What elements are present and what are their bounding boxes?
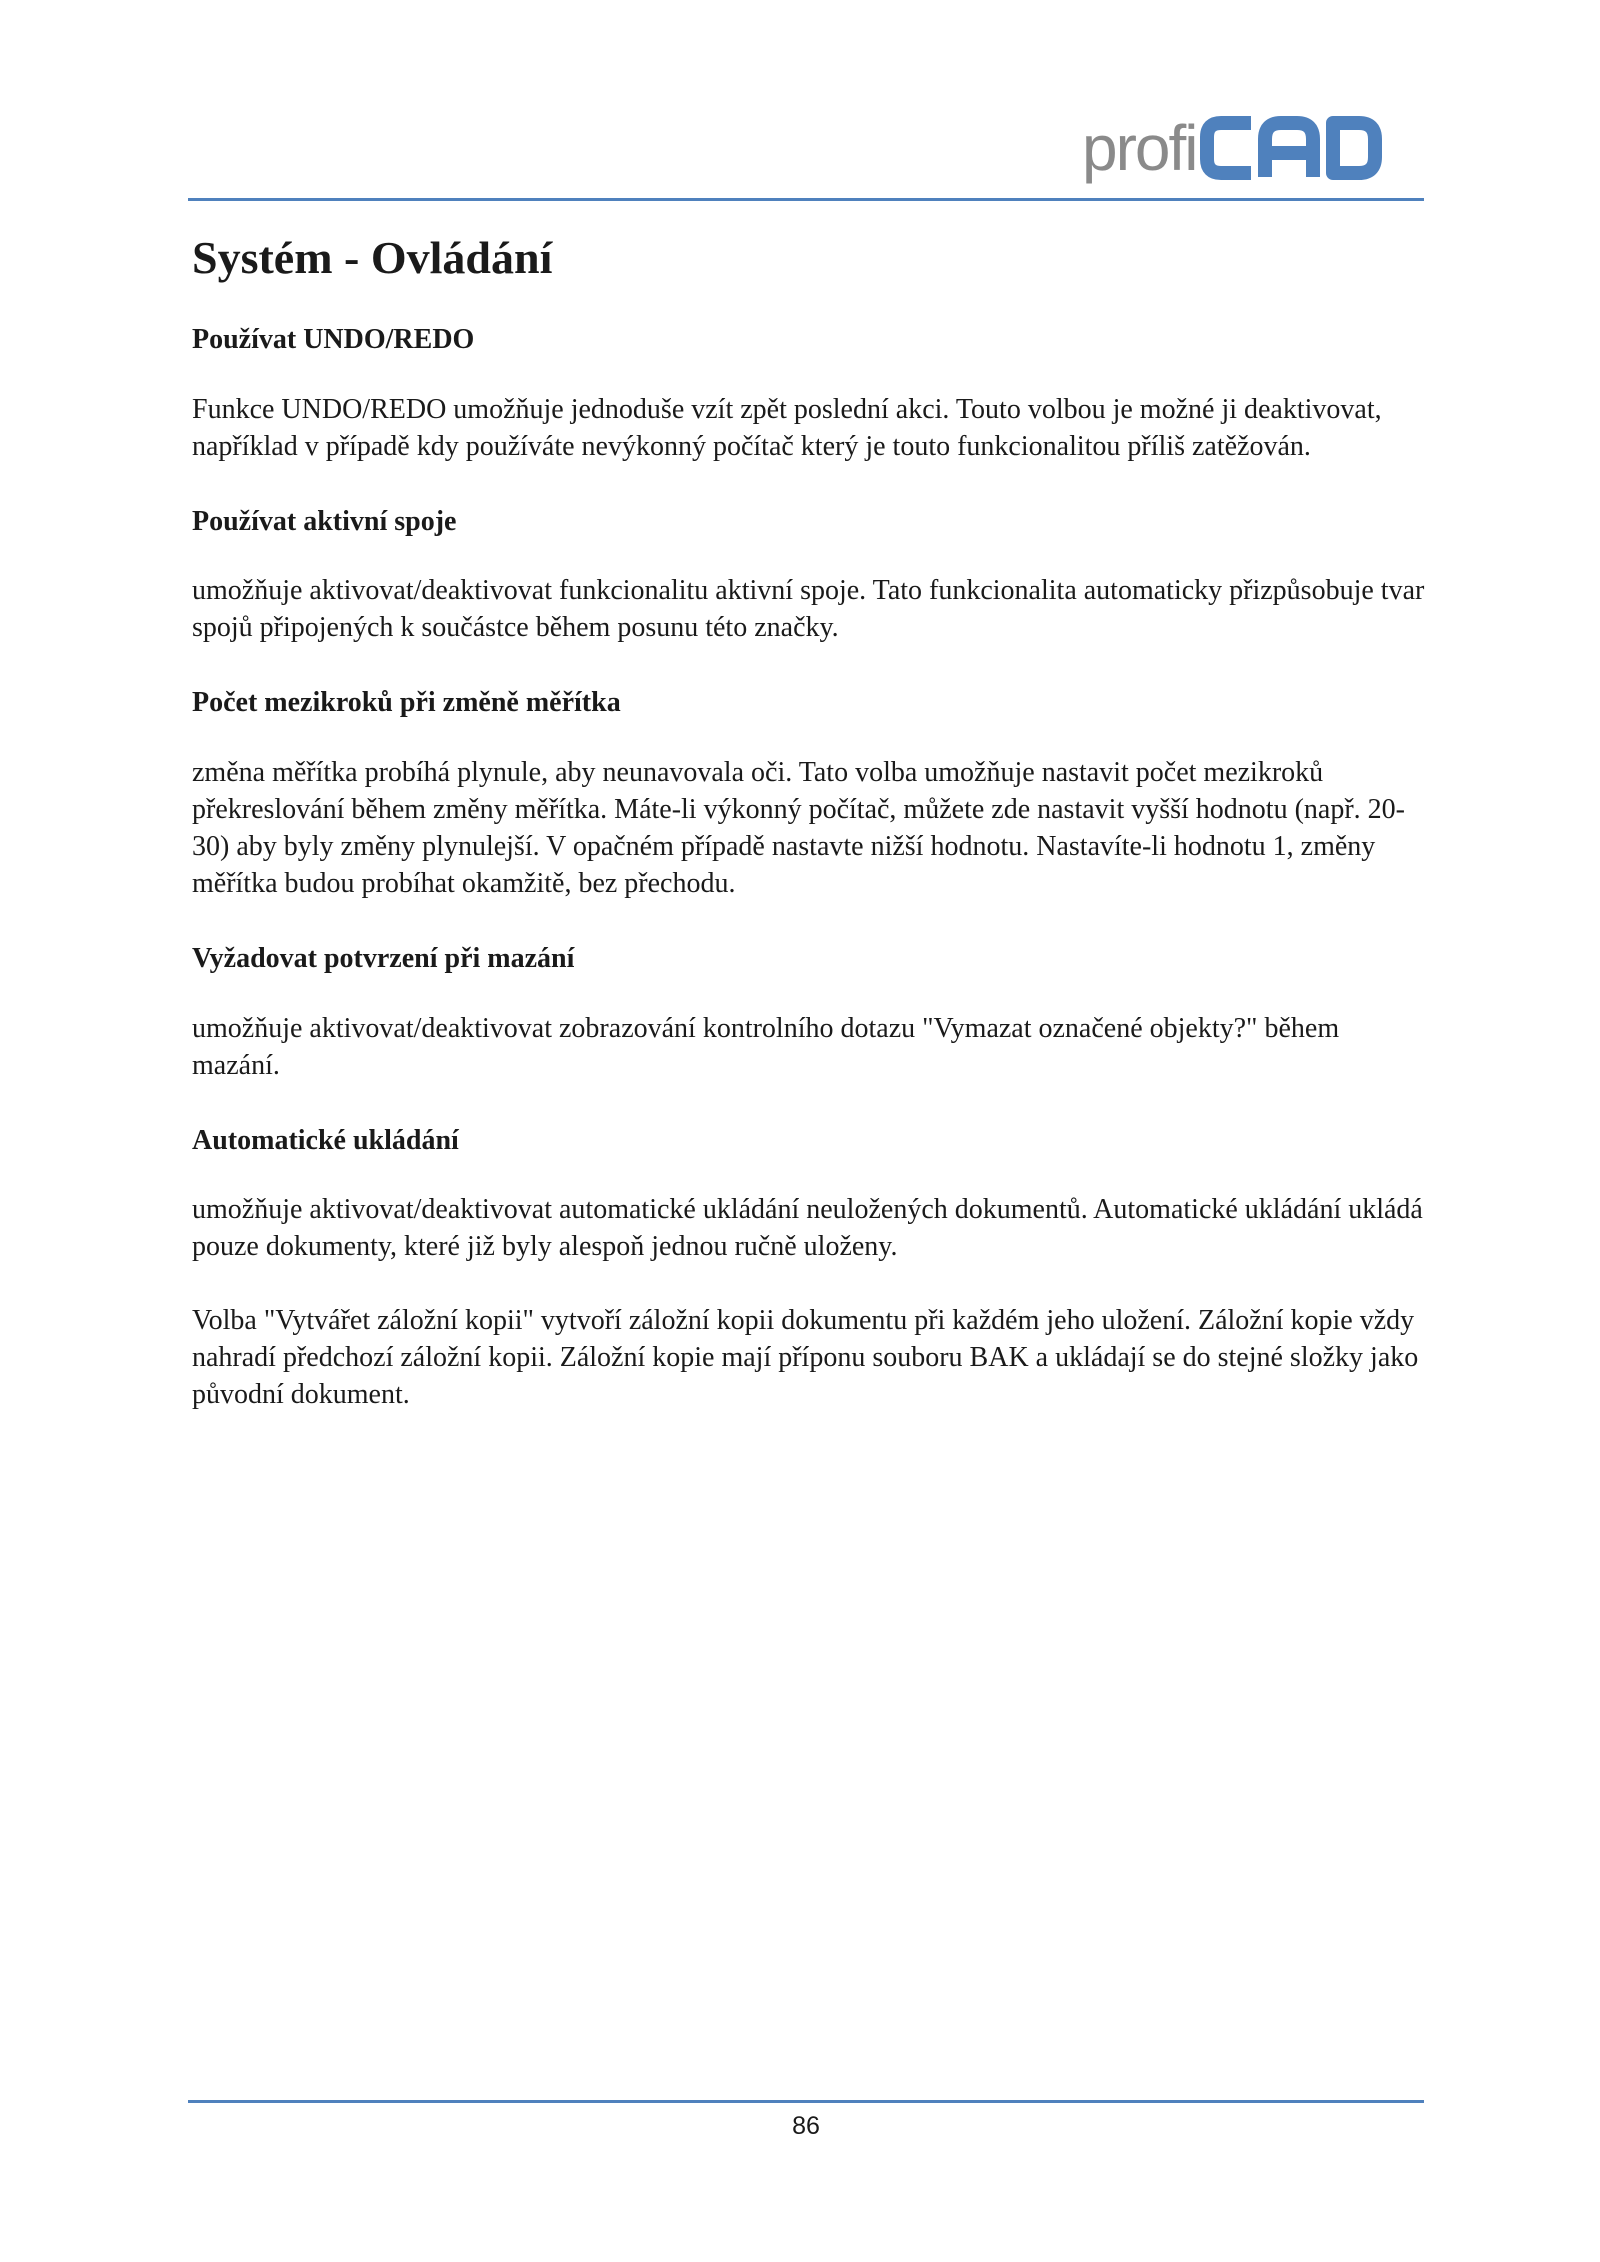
page-number: 86 [792, 2112, 820, 2140]
footer-divider [188, 2100, 1424, 2103]
section-paragraph: umožňuje aktivovat/deaktivovat automatické ukládání neuložených dokumentů. Automatické ukládání ukládá pouze dokumenty, které již byly alespoň jednou ručně uloženy. [192, 1194, 1423, 1263]
page-content [192, 230, 1432, 1413]
section-paragraph: Volba "Vytvářet záložní kopii" vytvoří záložní kopii dokumentu při každém jeho uložení. Záložní kopie vždy nahradí předchozí záložní kopii. Záložní kopie mají příponu souboru BAK a ukládají se do stejné složky jako původní dokument. [192, 1305, 1419, 1411]
section-paragraph: Funkce UNDO/REDO umožňuje jednoduše vzít zpět poslední akci. Touto volbou je možné ji deaktivovat, například v případě kdy používáte nevýkonný počítač který je touto funkcionalitou příliš zatěžován. [192, 393, 1382, 462]
section-paragraph: umožňuje aktivovat/deaktivovat funkcionalitu aktivní spoje. Tato funkcionalita automaticky přizpůsobuje tvar spojů připojených k součástce během posunu této značky. [192, 575, 1425, 644]
section-heading: Počet mezikroků při změně měřítka [192, 687, 621, 719]
section-undo-redo [192, 323, 1432, 465]
section-heading: Automatické ukládání [192, 1124, 459, 1156]
section-heading: Používat aktivní spoje [192, 505, 457, 537]
section-zoom-steps [192, 686, 1432, 902]
logo-text-cad [1199, 115, 1383, 181]
section-autosave [192, 1124, 1432, 1414]
section-active-wires [192, 505, 1432, 647]
section-heading: Vyžadovat potvrzení při mazání [192, 942, 575, 974]
cad-letters-graphic [1199, 115, 1383, 181]
header-divider [188, 198, 1424, 201]
section-delete-confirmation [192, 942, 1432, 1084]
page-title: Systém - Ovládání [192, 232, 553, 283]
proficad-logo [1082, 108, 1383, 188]
section-paragraph: změna měřítka probíhá plynule, aby neunavovala oči. Tato volba umožňuje nastavit počet mezikroků překreslování během změny měřítka. Máte-li výkonný počítač, můžete zde nastavit vyšší hodnotu (např. 20-30) aby byly změny plynulejší. V opačném případě nastavte nižší hodnotu. Nastavíte-li hodnotu 1, změny měřítka budou probíhat okamžitě, bez přechodu. [192, 756, 1405, 899]
logo-text-profi: profi [1082, 112, 1197, 184]
section-heading: Používat UNDO/REDO [192, 324, 475, 356]
section-paragraph: umožňuje aktivovat/deaktivovat zobrazování kontrolního dotazu "Vymazat označené objekty?" během mazání. [192, 1012, 1340, 1081]
